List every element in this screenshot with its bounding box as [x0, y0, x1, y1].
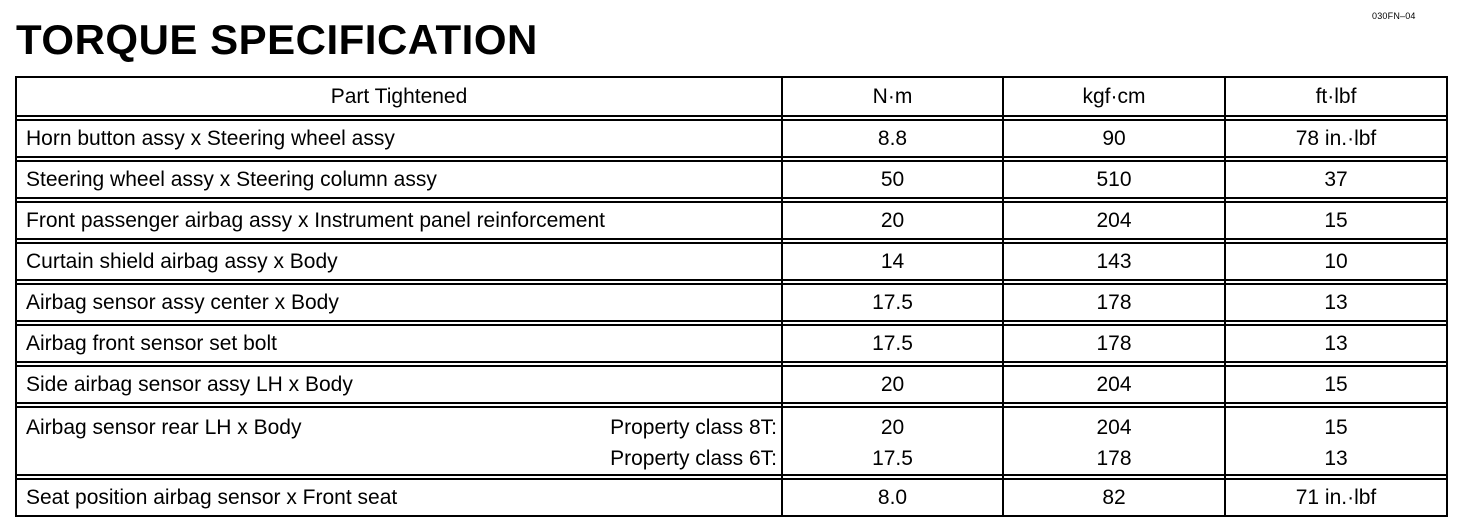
table-row	[16, 120, 1447, 157]
ft-8t-value: 15	[1324, 416, 1348, 439]
cell-ft-lbf	[1225, 407, 1447, 475]
table-row	[16, 325, 1447, 362]
kgf-8t-value: 204	[1096, 416, 1132, 439]
torque-spec-table	[15, 76, 1448, 517]
table-row-split	[16, 407, 1447, 475]
cell-nm: 8.0	[782, 479, 1003, 516]
property-class-6t-label: Property class 6T:	[610, 447, 777, 470]
cell-part: Seat position airbag sensor x Front seat	[16, 479, 782, 516]
cell-nm: 50	[782, 161, 1003, 198]
cell-nm: 17.5	[782, 284, 1003, 321]
cell-kgf-cm: 82	[1003, 479, 1225, 516]
table-row	[16, 202, 1447, 239]
table-header-row	[16, 77, 1447, 116]
cell-part: Airbag sensor assy center x Body	[16, 284, 782, 321]
table-row	[16, 284, 1447, 321]
cell-ft-lbf: 10	[1225, 243, 1447, 280]
ft-6t-value: 13	[1324, 447, 1348, 470]
cell-nm: 20	[782, 202, 1003, 239]
cell-ft-lbf: 71 in.·lbf	[1225, 479, 1447, 516]
kgf-6t-value: 178	[1096, 447, 1132, 470]
cell-part: Front passenger airbag assy x Instrument panel reinforcement	[16, 202, 782, 239]
cell-part: Side airbag sensor assy LH x Body	[16, 366, 782, 403]
table-row	[16, 366, 1447, 403]
cell-ft-lbf: 13	[1225, 284, 1447, 321]
nm-6t-value: 17.5	[872, 447, 913, 470]
header-part-tightened: Part Tightened	[16, 77, 782, 116]
cell-part: Steering wheel assy x Steering column assy	[16, 161, 782, 198]
cell-ft-lbf: 15	[1225, 202, 1447, 239]
cell-kgf-cm: 178	[1003, 325, 1225, 362]
cell-kgf-cm: 510	[1003, 161, 1225, 198]
cell-nm: 20	[782, 366, 1003, 403]
cell-ft-lbf: 13	[1225, 325, 1447, 362]
cell-nm: 14	[782, 243, 1003, 280]
cell-part: Airbag front sensor set bolt	[16, 325, 782, 362]
cell-kgf-cm: 143	[1003, 243, 1225, 280]
cell-part	[16, 407, 782, 475]
table-row	[16, 479, 1447, 516]
cell-kgf-cm	[1003, 407, 1225, 475]
table-row	[16, 161, 1447, 198]
header-kgf-cm: kgf·cm	[1003, 77, 1225, 116]
table-row	[16, 243, 1447, 280]
split-part-name: Airbag sensor rear LH x Body	[26, 416, 302, 439]
document-code: 030FN–04	[1372, 11, 1416, 21]
cell-part: Horn button assy x Steering wheel assy	[16, 120, 782, 157]
cell-nm: 8.8	[782, 120, 1003, 157]
page-title: TORQUE SPECIFICATION	[16, 16, 538, 63]
cell-ft-lbf: 78 in.·lbf	[1225, 120, 1447, 157]
cell-kgf-cm: 90	[1003, 120, 1225, 157]
cell-part: Curtain shield airbag assy x Body	[16, 243, 782, 280]
header-ft-lbf: ft·lbf	[1225, 77, 1447, 116]
cell-kgf-cm: 204	[1003, 366, 1225, 403]
header-nm: N·m	[782, 77, 1003, 116]
property-class-8t-label: Property class 8T:	[610, 416, 777, 439]
cell-kgf-cm: 178	[1003, 284, 1225, 321]
cell-kgf-cm: 204	[1003, 202, 1225, 239]
cell-nm: 17.5	[782, 325, 1003, 362]
cell-ft-lbf: 37	[1225, 161, 1447, 198]
cell-nm	[782, 407, 1003, 475]
cell-ft-lbf: 15	[1225, 366, 1447, 403]
nm-8t-value: 20	[880, 416, 905, 439]
